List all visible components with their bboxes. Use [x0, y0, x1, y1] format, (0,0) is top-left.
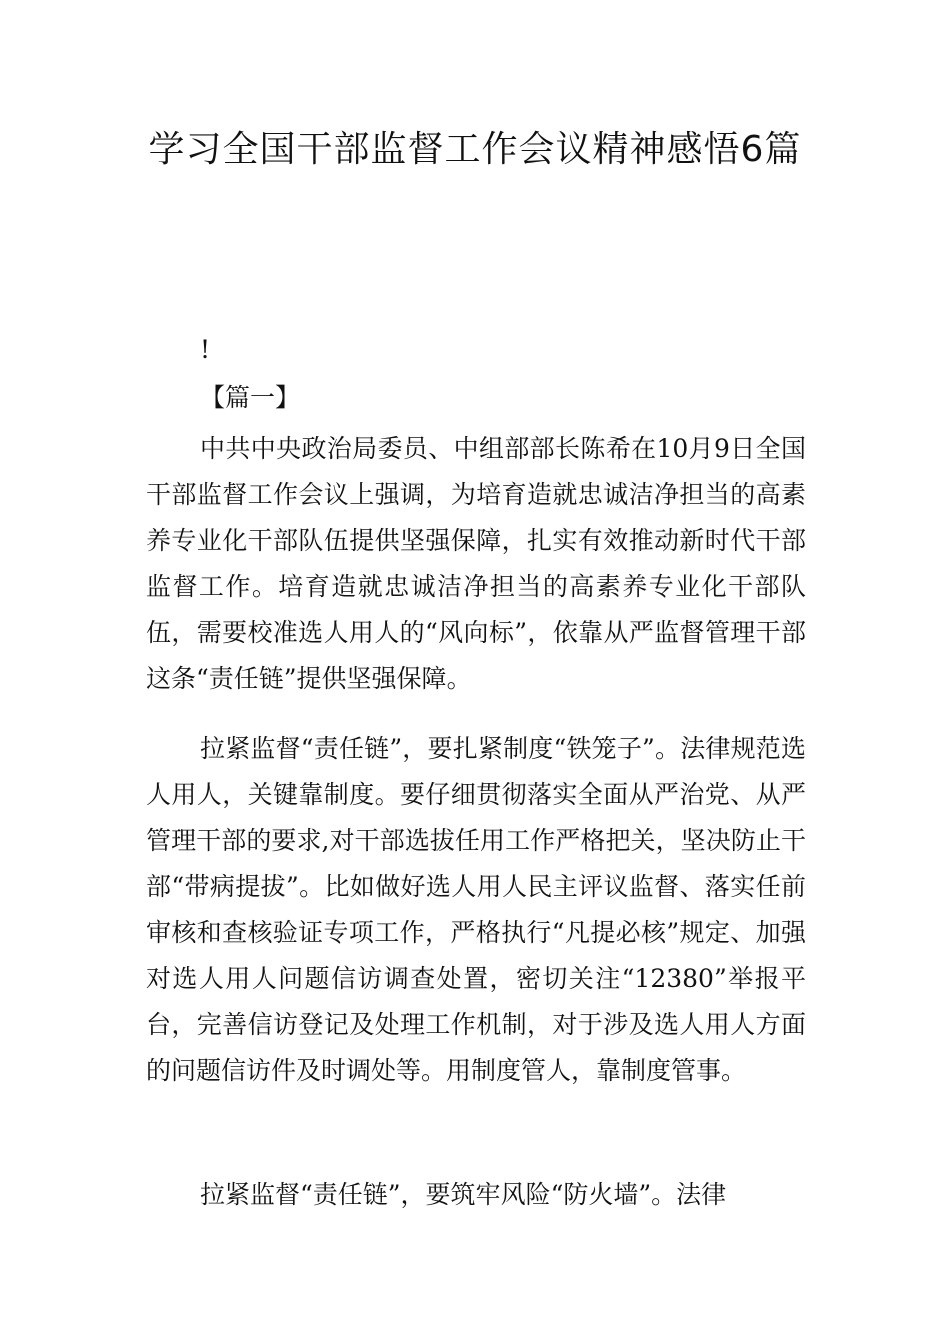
document-title: 学习全国干部监督工作会议精神感悟6篇 — [148, 129, 802, 170]
section-label: 【篇一】 — [200, 383, 301, 412]
paragraph-1: 中共中央政治局委员、中组部部长陈希在10月9日全国干部监督工作会议上强调，为培育造就忠诚洁净担当的高素养专业化干部队伍提供坚强保障，扎实有效推动新时代干部监督工作。培育造就忠诚洁净担当的高素养专业化干部队伍，需要校准选人用人的“风向标”，依靠从严监督管理干部这条“责任链”提供坚强保障。 — [146, 434, 806, 693]
paragraph-2: 拉紧监督“责任链”，要扎紧制度“铁笼子”。法律规范选人用人，关键靠制度。要仔细贯彻落实全面从严治党、从严管理干部的要求,对干部选拔任用工作严格把关，坚决防止干部“带病提拔”。比如做好选人用人民主评议监督、落实任前审核和查核验证专项工作，严格执行“凡提必核”规定、加强对选人用人问题信访调查处置，密切关注“12380”举报平台，完善信访登记及处理工作机制，对于涉及选人用人方面的问题信访件及时调处等。用制度管人，靠制度管事。 — [146, 734, 806, 1085]
exclamation-marker: ! — [200, 335, 211, 364]
paragraph-3: 拉紧监督“责任链”，要筑牢风险“防火墙”。法律 — [200, 1180, 727, 1209]
